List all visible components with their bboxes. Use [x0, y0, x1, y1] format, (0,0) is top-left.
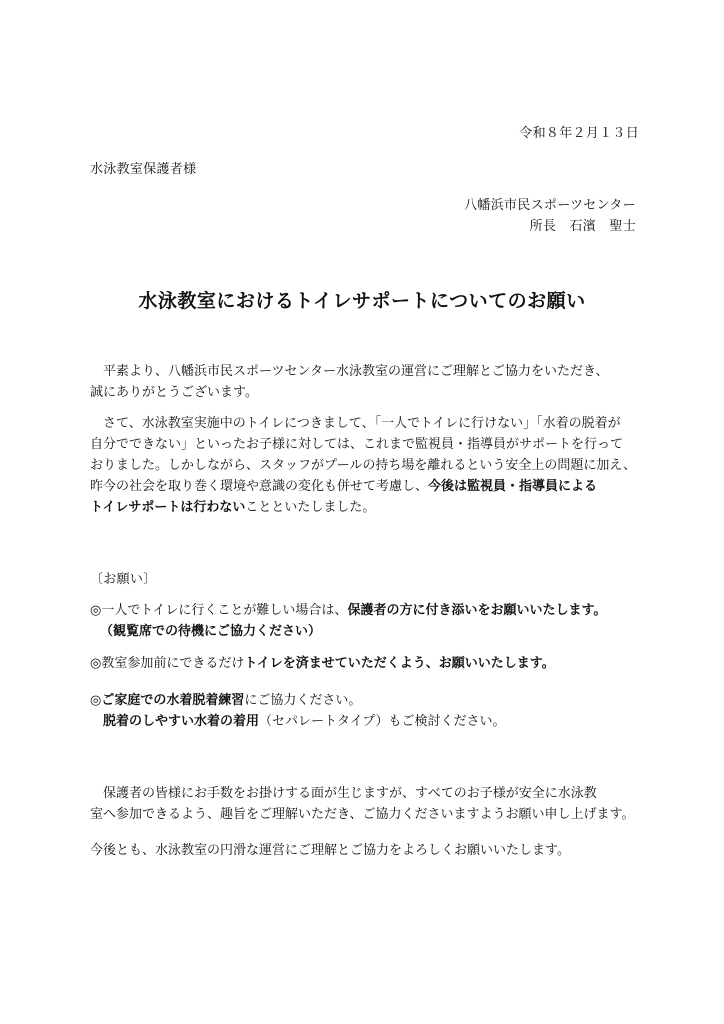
request-2-text: ◎教室参加前にできるだけ	[90, 656, 245, 671]
request-2-emphasis: トイレを済ませていただくよう、お願いいたします。	[244, 656, 555, 671]
closing-paragraph	[90, 783, 644, 825]
addressee: 水泳教室保護者様	[90, 162, 197, 177]
request-1-text: ◎一人でトイレに行くことが難しい場合は、	[90, 603, 348, 618]
letter-date: 令和８年２月１３日	[519, 126, 639, 141]
body-paragraph	[90, 413, 644, 518]
request-3-emphasis: ◎ご家庭での水着脱着練習	[90, 693, 245, 708]
body-line-5-text: ことといたしました。	[245, 500, 376, 515]
body-line-4	[90, 476, 644, 497]
body-line-1: さて、水泳教室実施中のトイレにつきまして、「一人でトイレに行けない」「水着の脱着が	[90, 416, 621, 431]
request-3-line-2	[90, 711, 650, 732]
request-item-1	[90, 600, 650, 642]
intro-line-2: 誠にありがとうございます。	[90, 385, 258, 400]
request-1-emphasis: 保護者の方に付き添いをお願いいたします。	[347, 603, 607, 618]
document-title: 水泳教室におけるトイレサポートについてのお願い	[138, 290, 586, 312]
request-3-text: にご協力ください。	[244, 693, 362, 708]
closing-line-1: 保護者の皆様にお手数をお掛けする面が生じますが、すべてのお子様が安全に水泳教	[90, 786, 597, 801]
request-1-line-1	[90, 600, 650, 621]
request-1-note: （観覧席での待機にご協力ください）	[100, 624, 322, 639]
request-3-line-2-emphasis: 脱着のしやすい水着の着用	[103, 714, 260, 729]
requests-heading: 〔お願い〕	[90, 572, 157, 587]
body-line-5	[90, 497, 644, 518]
body-line-4-text: 昨今の社会を取り巻く環境や意識の変化も併せて考慮し、	[90, 479, 429, 494]
sender-name: 所長 石濱 聖士	[529, 219, 636, 234]
final-remark: 今後とも、水泳教室の円滑な運営にご理解とご協力をよろしくお願いいたします。	[90, 843, 570, 858]
intro-line-1: 平素より、八幡浜市民スポーツセンター水泳教室の運営にご理解とご協力をいただき、	[90, 364, 609, 379]
body-line-2: 自分でできない」といったお子様に対しては、これまで監視員・指導員がサポートを行って	[90, 437, 624, 452]
request-3-line-2-text: （セパレートタイプ）もご検討ください。	[259, 714, 506, 729]
sender-organization: 八幡浜市民スポーツセンター	[464, 198, 636, 213]
body-line-5-emphasis: トイレサポートは行わない	[90, 500, 246, 515]
request-item-2	[90, 653, 650, 674]
body-line-3: おりました。しかしながら、スタッフがプールの持ち場を離れるという安全上の問題に加え、	[90, 458, 637, 473]
intro-paragraph	[90, 361, 644, 403]
request-3-line-1	[90, 690, 650, 711]
request-item-3	[90, 690, 650, 732]
closing-line-2: 室へ参加できるよう、趣旨をご理解いただき、ご協力くださいますようお願い申し上げます。	[90, 807, 635, 822]
request-1-line-2	[90, 621, 650, 642]
body-line-4-emphasis: 今後は監視員・指導員による	[428, 479, 598, 494]
